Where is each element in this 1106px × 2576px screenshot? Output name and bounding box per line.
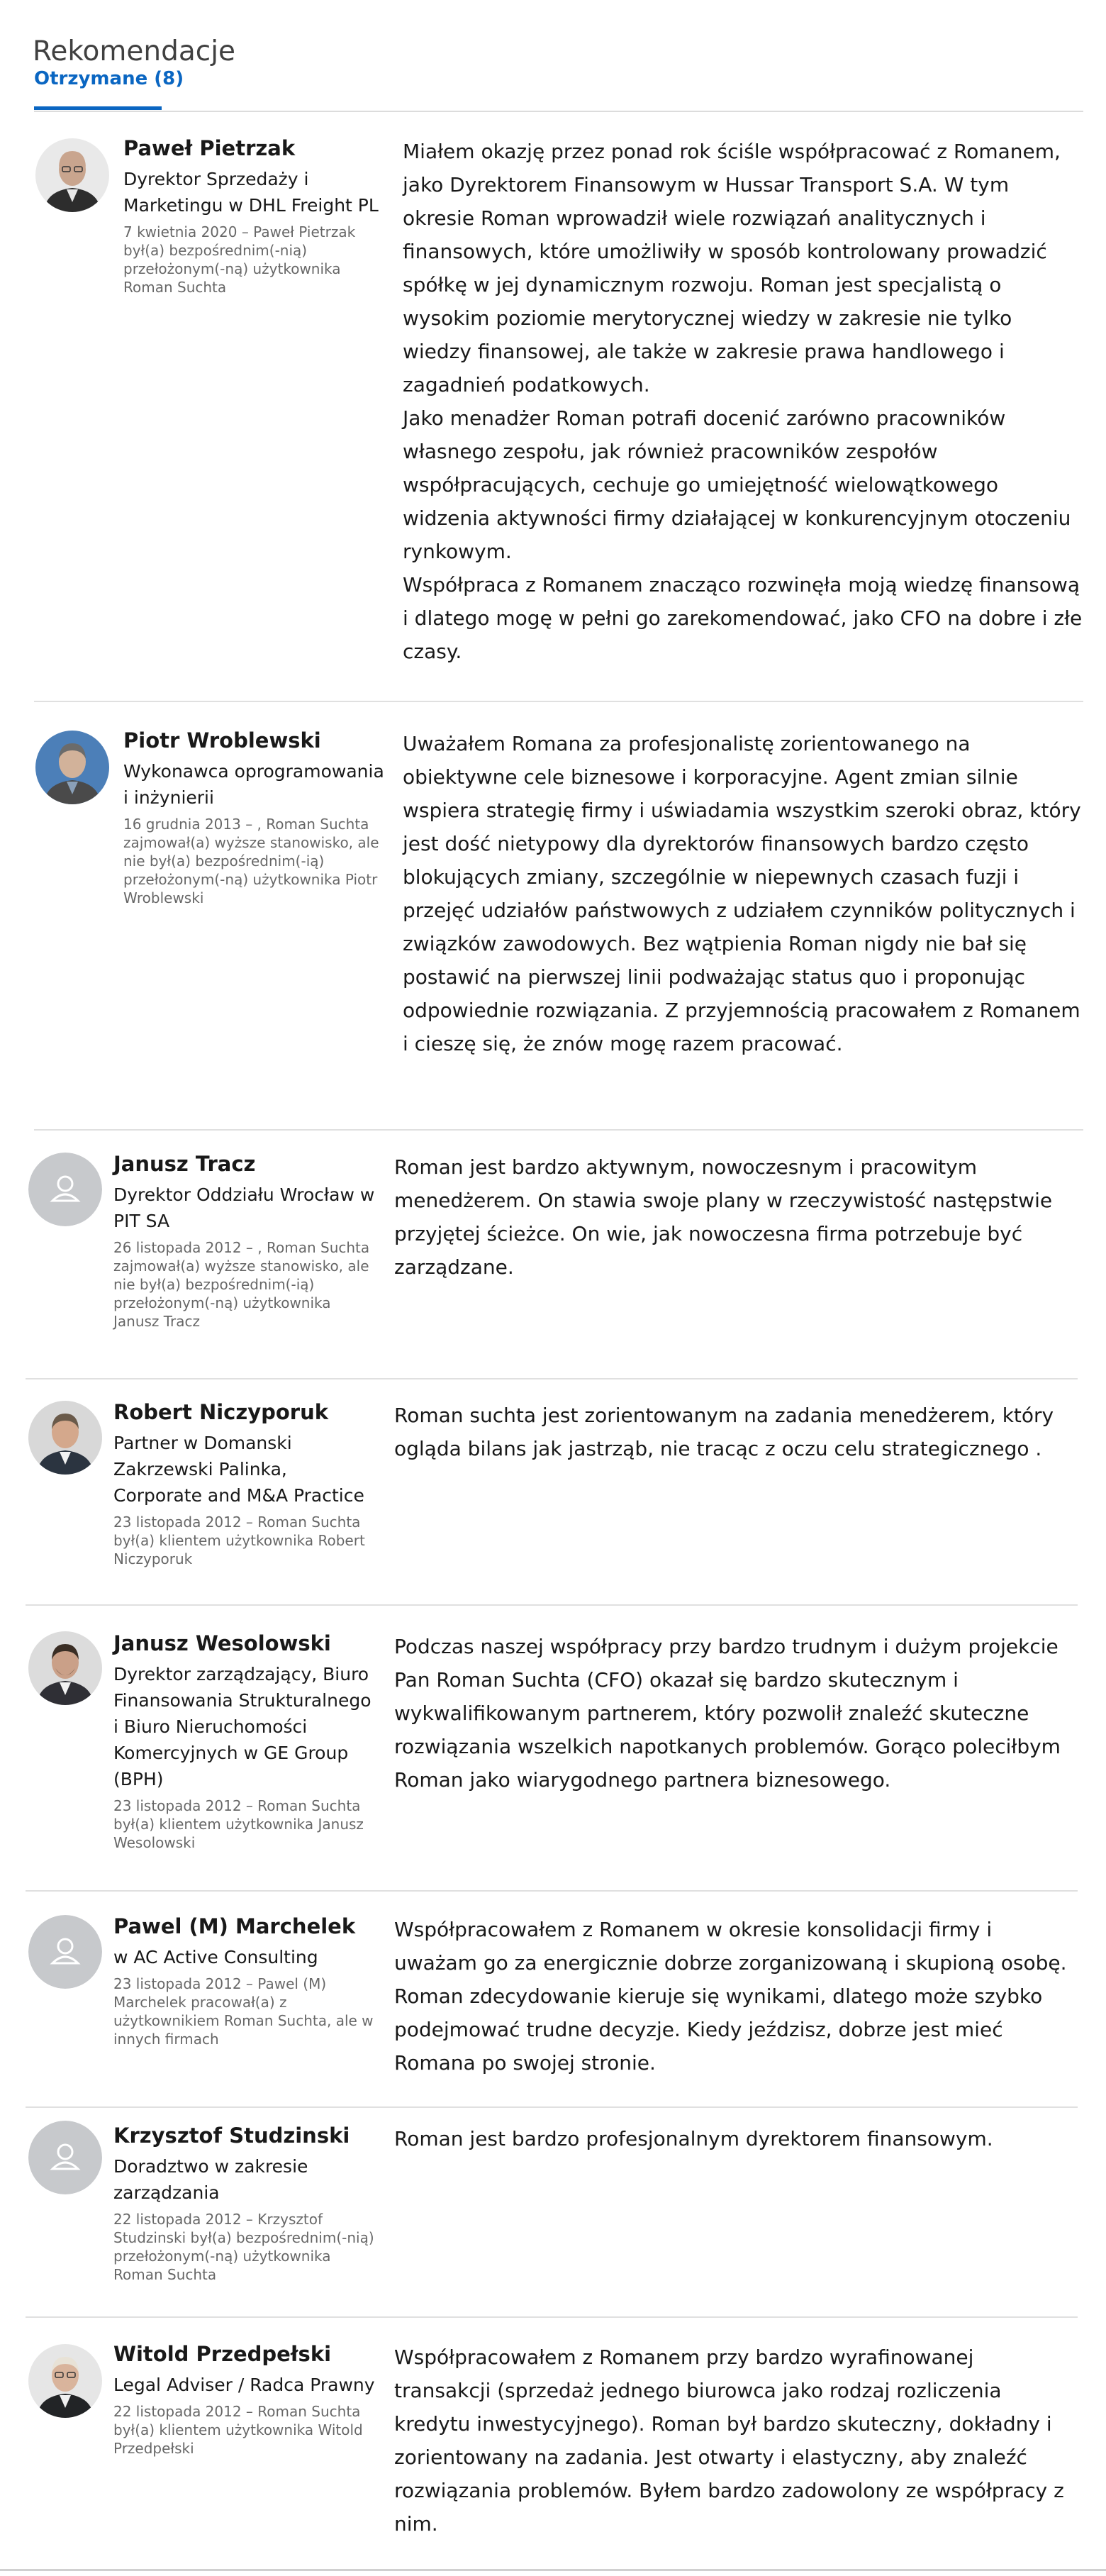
recommendation-divider: [34, 1129, 1083, 1131]
recommender-info: [113, 1630, 376, 1852]
recommendation-paragraph: Miałem okazję przez ponad rok ściśle współpracować z Romanem, jako Dyrektorem Finansowym w Hussar Transport S.A. W tym okresie Roman wprowadził wiele rozwiązań analitycznych i finansowych, które umożliwiły w sposób kontrolowany prowadzić spółkę w jej dynamicznym rozwoju. Roman jest specjalistą o wysokim poziomie merytorycznej wiedzy w zakresie nie tylko wiedzy finansowej, ale także w zakresie prawa handlowego i zagadnień podatkowych.: [403, 140, 1061, 396]
section-bottom-border: [0, 2569, 1106, 2571]
recommendation-paragraph: Uważałem Romana za profesjonalistę zorientowanego na obiektywne cele biznesowe i korporacyjne. Agent zmian silnie wspiera strategię firmy i uświadamia wszystkim szeroki obraz, który jest dość nietypowy dla dyrektorów finansowych bardzo często blokujących zmiany, szczególnie w niepewnych czasach fuzji i przejęć udziałów państwowych z udziałem czynników politycznych i związków zawodowych. Bez wątpienia Roman nigdy nie bał się postawić na pierwszej linii podważając status quo i proponując odpowiednie rozwiązania. Z przyjemnością pracowałem z Romanem i cieszę się, że znów mogę razem pracować.: [403, 732, 1081, 1055]
recommendation-text: [394, 1399, 1075, 1465]
recommender-name[interactable]: Piotr Wroblewski: [123, 728, 321, 753]
recommendation-text: [394, 1913, 1075, 2080]
recommendation-divider: [26, 1890, 1078, 1892]
recommender-info: [113, 1150, 376, 1331]
recommendation-date-relation: 7 kwietnia 2020 – Paweł Pietrzak był(a) bezpośrednim(-nią) przełożonym(-ną) użytkownika Roman Suchta: [123, 223, 356, 296]
recommendation-text: [394, 1630, 1075, 1797]
recommendation-divider: [26, 2106, 1078, 2108]
recommendation-text: [394, 2122, 1075, 2155]
recommendation-paragraph: Roman jest bardzo profesjonalnym dyrektorem finansowym.: [394, 2127, 993, 2150]
recommendation-text: [403, 135, 1083, 668]
recommendation-divider: [26, 2316, 1078, 2318]
recommender-info: [113, 2341, 376, 2458]
recommendation-date-relation: 16 grudnia 2013 – , Roman Suchta zajmował(a) wyższe stanowisko, ale nie był(a) bezpośrednim(-ią) przełożonym(-ną) użytkownika Piotr Wroblewski: [123, 816, 379, 906]
recommendation-paragraph: Współpracowałem z Romanem w okresie konsolidacji firmy i uważam go za energicznie dobrze zorganizowaną i skupioną osobę. Roman zdecydowanie kieruje się wynikami, dlatego może szybko podejmować trudne decyzje. Kiedy jeździsz, dobrze jest mieć Romana po swojej stronie.: [394, 1918, 1067, 2075]
avatar[interactable]: [28, 1631, 102, 1705]
recommendation-divider: [26, 1378, 1078, 1379]
recommendation-divider: [26, 1604, 1078, 1606]
recommender-info: [113, 1399, 376, 1568]
recommender-info: [113, 2122, 376, 2284]
recommender-headline: Legal Adviser / Radca Prawny: [113, 2375, 375, 2395]
avatar-placeholder-icon[interactable]: [28, 1153, 102, 1226]
recommender-name[interactable]: Paweł Pietrzak: [123, 136, 296, 160]
recommender-headline: Doradztwo w zakresie zarządzania: [113, 2156, 308, 2203]
recommender-info: [113, 1913, 376, 2048]
recommendation-paragraph: Podczas naszej współpracy przy bardzo trudnym i dużym projekcie Pan Roman Suchta (CFO) okazał się bardzo skutecznym i wykwalifikowanym partnerem, który pozwolił znaleźć skuteczne rozwiązania wszelkich napotkanych problemów. Gorąco poleciłbym Roman jako wiarygodnego partnera biznesowego.: [394, 1635, 1061, 1792]
recommendation-text: [394, 2341, 1075, 2541]
avatar[interactable]: [35, 731, 109, 804]
recommender-name[interactable]: Janusz Tracz: [113, 1152, 256, 1176]
avatar[interactable]: [28, 2344, 102, 2418]
section-title: Rekomendacje: [33, 35, 236, 68]
tab-divider: [34, 111, 1083, 112]
recommender-name[interactable]: Pawel (M) Marchelek: [113, 1914, 356, 1938]
recommendation-divider: [34, 701, 1083, 702]
avatar[interactable]: [35, 138, 109, 212]
recommender-headline: Dyrektor Oddziału Wrocław w PIT SA: [113, 1184, 375, 1231]
avatar[interactable]: [28, 1401, 102, 1475]
recommender-info: [123, 727, 386, 907]
recommendation-date-relation: 23 listopada 2012 – Roman Suchta był(a) klientem użytkownika Robert Niczyporuk: [113, 1514, 365, 1567]
recommendation-text: [394, 1150, 1075, 1284]
recommendation-date-relation: 26 listopada 2012 – , Roman Suchta zajmował(a) wyższe stanowisko, ale nie był(a) bezpośrednim(-ią) przełożonym(-ną) użytkownika Janusz Tracz: [113, 1239, 370, 1330]
recommender-headline: Partner w Domanski Zakrzewski Palinka, Corporate and M&A Practice: [113, 1433, 364, 1506]
recommendation-paragraph: Jako menadżer Roman potrafi docenić zarówno pracowników własnego zespołu, jak również pracowników zespołów współpracujących, cechuje go umiejętność wielowątkowego widzenia aktywności firmy działającej w konkurencyjnym otoczeniu rynkowym.: [403, 406, 1071, 563]
tab-active-indicator: [34, 106, 162, 110]
recommender-name[interactable]: Janusz Wesolowski: [113, 1631, 331, 1655]
recommender-name[interactable]: Witold Przedpełski: [113, 2342, 332, 2366]
recommender-headline: Dyrektor zarządzający, Biuro Finansowania Strukturalnego i Biuro Nieruchomości Komercyjnych w GE Group (BPH): [113, 1664, 372, 1789]
avatar-placeholder-icon[interactable]: [28, 2121, 102, 2194]
recommendation-text: [403, 727, 1083, 1060]
recommendation-date-relation: 22 listopada 2012 – Roman Suchta był(a) klientem użytkownika Witold Przedpełski: [113, 2403, 363, 2457]
recommender-name[interactable]: Robert Niczyporuk: [113, 1400, 329, 1424]
recommender-name[interactable]: Krzysztof Studzinski: [113, 2123, 350, 2148]
recommendation-date-relation: 22 listopada 2012 – Krzysztof Studzinski był(a) bezpośrednim(-nią) przełożonym(-ną) użytkownika Roman Suchta: [113, 2211, 374, 2283]
recommendation-paragraph: Współpraca z Romanem znacząco rozwinęła moją wiedzę finansową i dlatego mogę w pełni go zarekomendować, jako CFO na dobre i złe czasy.: [403, 573, 1083, 663]
recommendation-date-relation: 23 listopada 2012 – Pawel (M) Marchelek pracował(a) z użytkownikiem Roman Suchta, ale w innych firmach: [113, 1975, 374, 2048]
recommender-headline: Dyrektor Sprzedaży i Marketingu w DHL Freight PL: [123, 169, 379, 216]
recommendation-paragraph: Współpracowałem z Romanem przy bardzo wyrafinowanej transakcji (sprzedaż jednego biurowca jako rodzaj rozliczenia kredytu inwestycyjnego). Roman był bardzo skuteczny, dokładny i zorientowany na zadania. Jest otwarty i elastyczny, aby znaleźć rozwiązania problemów. Byłem bardzo zadowolony ze współpracy z nim.: [394, 2345, 1064, 2536]
recommendation-paragraph: Roman jest bardzo aktywnym, nowoczesnym i pracowitym menedżerem. On stawia swoje plany w rzeczywistość następstwie przyjętej ścieżce. On wie, jak nowoczesna firma potrzebuje być zarządzane.: [394, 1155, 1053, 1279]
recommender-headline: Wykonawca oprogramowania i inżynierii: [123, 761, 384, 808]
recommendation-paragraph: Roman suchta jest zorientowanym na zadania menedżerem, który ogląda bilans jak jastrząb, nie tracąc z oczu celu strategicznego .: [394, 1404, 1054, 1460]
tab-received[interactable]: Otrzymane (8): [34, 68, 184, 89]
avatar-placeholder-icon[interactable]: [28, 1915, 102, 1989]
recommender-info: [123, 135, 386, 296]
recommender-headline: w AC Active Consulting: [113, 1947, 318, 1967]
recommendation-date-relation: 23 listopada 2012 – Roman Suchta był(a) klientem użytkownika Janusz Wesolowski: [113, 1797, 364, 1851]
